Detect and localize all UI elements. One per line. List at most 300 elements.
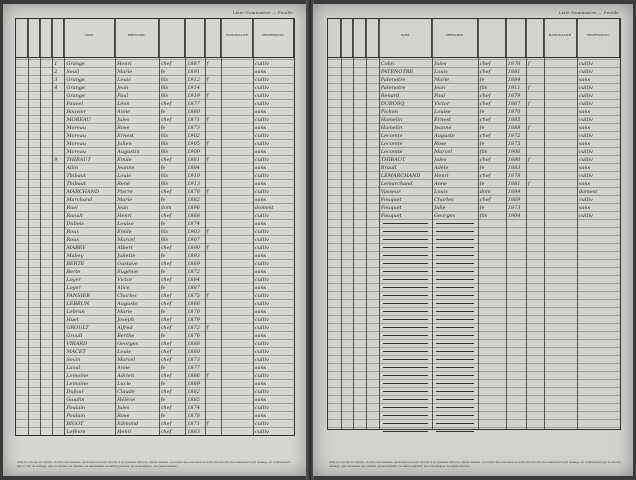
blank-dash [436, 263, 474, 264]
table-cell: chef [160, 101, 172, 107]
table-cell: 1884 [507, 77, 521, 83]
table-cell: 1867 [507, 101, 521, 107]
table-cell: Jules [434, 157, 447, 163]
table-cell: 3 [54, 77, 58, 83]
table-row [16, 323, 294, 331]
table-cell: 1876 [507, 61, 521, 67]
blank-dash [436, 255, 474, 256]
blank-dash [383, 367, 428, 368]
table-cell: Poulain [66, 413, 86, 419]
table-row [328, 195, 620, 203]
table-cell: chef [160, 405, 172, 411]
table-cell: Fouquet [380, 205, 402, 211]
blank-row [328, 291, 620, 299]
table-cell: 1880 [187, 109, 200, 115]
blank-dash [436, 423, 474, 424]
table-cell: fe [479, 181, 485, 187]
table-cell: THIBAUT [66, 157, 91, 163]
blank-dash [436, 327, 474, 328]
table-cell: 1877 [187, 101, 200, 107]
table-cell: cultiv [578, 197, 593, 203]
blank-row [328, 379, 620, 387]
table-cell: 1889 [187, 381, 200, 387]
table-cell: sans [254, 181, 267, 187]
table-row [16, 131, 294, 139]
table-row [16, 163, 294, 171]
table-cell: LEMARCHAND [380, 173, 421, 179]
column-header: NATIONALITÉ [221, 19, 252, 57]
blank-dash [383, 335, 428, 336]
table-cell: cultiv [254, 429, 269, 435]
table-cell: Patenotre [380, 85, 406, 91]
table-cell: 1873 [187, 357, 200, 363]
table-row [16, 363, 294, 371]
blank-dash [436, 391, 474, 392]
table-cell: f [206, 421, 209, 427]
table-cell: 1874 [187, 221, 200, 227]
table-cell: Victor [117, 277, 133, 283]
table-row [16, 67, 294, 75]
table-cell: Groult [66, 333, 83, 339]
table-cell: Louis [117, 173, 131, 179]
blank-row [328, 227, 620, 235]
blank-dash [436, 343, 474, 344]
table-cell: Victor [434, 101, 450, 107]
table-cell: 1904 [507, 213, 521, 219]
table-cell: f [206, 61, 209, 67]
table-cell [223, 428, 251, 436]
table-cell: Jules [434, 61, 447, 67]
table-cell: sans [578, 77, 591, 83]
table-cell [54, 428, 63, 436]
table-cell: chef [479, 197, 491, 203]
table-cell: cultiv [254, 357, 269, 363]
table-cell: Grange [66, 93, 86, 99]
table-row [16, 291, 294, 299]
table-cell: Louis [117, 77, 131, 83]
blank-row [328, 323, 620, 331]
table-cell: fe [160, 165, 166, 171]
blank-dash [436, 407, 474, 408]
table-cell: cultiv [254, 325, 269, 331]
table-cell: MACET [66, 349, 86, 355]
table-cell: f [206, 141, 209, 147]
table-row [16, 387, 294, 395]
table-cell: Moreau [66, 149, 87, 155]
table-row [16, 235, 294, 243]
column-header [159, 19, 186, 57]
blank-dash [383, 303, 428, 304]
table-row [16, 75, 294, 83]
table-cell: Poulain [66, 405, 86, 411]
table-cell: f [528, 181, 530, 187]
table-cell: 1911 [507, 85, 521, 91]
table-cell: Lucie [117, 381, 132, 387]
table-cell: Thibaut [66, 173, 86, 179]
table-cell: 1881 [507, 69, 521, 75]
left-page [3, 4, 307, 476]
blank-dash [383, 431, 428, 432]
table-cell: Anne [434, 181, 448, 187]
blank-row [328, 339, 620, 347]
table-cell: cultiv [254, 293, 269, 299]
table-cell: chef [160, 117, 172, 123]
table-row [328, 115, 620, 123]
table-row [16, 403, 294, 411]
table-cell: Henri [434, 173, 449, 179]
blank-row [328, 259, 620, 267]
table-cell: Dufour [66, 389, 85, 395]
table-cell: 1883 [507, 165, 521, 171]
table-cell: chef [160, 261, 172, 267]
table-cell: Henri [117, 213, 132, 219]
blank-dash [383, 383, 428, 384]
table-cell: Marcel [434, 149, 452, 155]
table-row [16, 171, 294, 179]
table-cell: Juliette [117, 253, 136, 259]
blank-dash [436, 319, 474, 320]
table-cell: sans [254, 197, 267, 203]
table-cell: Louis [434, 69, 448, 75]
table-cell: fils [160, 173, 169, 179]
table-cell: cultiv [578, 149, 593, 155]
table-cell: chef [160, 349, 172, 355]
blank-row [328, 251, 620, 259]
table-cell: chef [479, 157, 491, 163]
table-cell: 1891 [187, 69, 200, 75]
table-cell: Laval [66, 365, 81, 371]
table-cell: fe [479, 77, 485, 83]
table-row [16, 99, 294, 107]
table-cell: PATENOTRE [380, 69, 414, 75]
table-cell: Auguste [434, 133, 455, 139]
table-row [328, 147, 620, 155]
table-cell: cultiv [254, 229, 269, 235]
table-cell: Jules [117, 117, 130, 123]
table-cell: fe [160, 109, 166, 115]
table-cell: chef [160, 341, 172, 347]
table-cell: Fouquet [380, 213, 402, 219]
table-cell: Louis [117, 349, 131, 355]
table-cell: 1905 [187, 141, 200, 147]
table-cell: 1876 [187, 333, 200, 339]
table-cell: Roux [66, 229, 80, 235]
table-cell: PANSIER [66, 293, 91, 299]
table-cell: Brault [380, 165, 397, 171]
table-cell: cultiv [578, 133, 593, 139]
table-cell: cultiv [578, 85, 593, 91]
table-cell: 1871 [187, 117, 200, 123]
table-cell: sans [578, 125, 591, 131]
table-row [328, 179, 620, 187]
table-cell: 1880 [507, 157, 521, 163]
table-cell: chef [160, 373, 172, 379]
blank-row [328, 387, 620, 395]
table-cell [207, 428, 221, 436]
table-cell: cultiv [254, 157, 269, 163]
table-cell: cultiv [578, 173, 593, 179]
blank-dash [436, 231, 474, 232]
table-row [328, 123, 620, 131]
table-row [328, 187, 620, 195]
blank-row [328, 267, 620, 275]
blank-dash [383, 247, 428, 248]
blank-dash [436, 431, 474, 432]
table-cell: 1875 [187, 293, 200, 299]
table-cell: Marcel [117, 357, 135, 363]
table-cell: fe [479, 205, 485, 211]
table-cell: Rose [117, 125, 130, 131]
table-cell: fe [479, 165, 485, 171]
table-cell [18, 428, 27, 436]
table-cell: Lecomte [380, 149, 403, 155]
table-cell: f [206, 373, 209, 379]
table-cell: chef [160, 293, 172, 299]
table-cell: fe [160, 125, 166, 131]
table-row [16, 259, 294, 267]
table-cell: cultiv [254, 341, 269, 347]
table-cell: 1882 [187, 197, 200, 203]
column-header [52, 19, 64, 57]
blank-row [328, 427, 620, 435]
table-row [16, 379, 294, 387]
table-cell: cultiv [254, 61, 269, 67]
table-cell: 1890 [187, 245, 200, 251]
table-cell: fe [479, 141, 485, 147]
table-cell: 1884 [187, 165, 200, 171]
blank-row [328, 347, 620, 355]
blank-row [328, 275, 620, 283]
table-cell: chef [160, 429, 172, 435]
blank-dash [436, 351, 474, 352]
column-header [506, 19, 526, 57]
table-row [16, 331, 294, 339]
table-cell: sans [254, 125, 267, 131]
table-row [328, 99, 620, 107]
table-cell: 1896 [187, 205, 200, 211]
table-cell: fe [160, 413, 166, 419]
table-row [16, 267, 294, 275]
table-cell: 1872 [187, 325, 200, 331]
table-cell: Henri [117, 61, 132, 67]
column-header: PRÉNOMS [432, 19, 478, 57]
table-cell: Joseph [117, 317, 135, 323]
table-cell: Louis [434, 189, 448, 195]
table-cell: f [528, 157, 530, 163]
table-cell: Berte [66, 269, 81, 275]
table-cell: Anne [117, 109, 131, 115]
table-row [328, 211, 620, 219]
table-row [328, 75, 620, 83]
blank-dash [436, 223, 474, 224]
table-cell: Jean [117, 85, 129, 91]
table-cell: Paul [117, 93, 129, 99]
table-row [16, 139, 294, 147]
table-cell: fe [160, 333, 166, 339]
left-footnote: Dans la colonne du numéro d'ordre des maisons, les numéros seront inscrits à la première ligne de chaque maison. Les noms des personnes doivent être inscrits successivement par ménage, en commençant par le chef de ménage, puis sa femme, les enfants, les ascendants, les autres parents, les domestiques, les pensionnaires. [17, 461, 290, 468]
table-cell: Henri [117, 429, 132, 435]
table-cell: Loyer [66, 277, 81, 283]
left-page-header: Liste Nominative — Feuille [232, 10, 293, 15]
table-cell: 1873 [507, 205, 521, 211]
table-cell: 1875 [507, 141, 521, 147]
table-cell: Ernest [434, 117, 451, 123]
blank-dash [436, 295, 474, 296]
blank-row [328, 371, 620, 379]
table-cell: MABEY [66, 245, 86, 251]
table-cell: fils [479, 149, 488, 155]
table-cell: Marcel [117, 237, 135, 243]
table-cell: chef [160, 157, 172, 163]
table-cell: chef [479, 173, 491, 179]
table-cell: sans [254, 69, 267, 75]
table-cell: fe [160, 69, 166, 75]
table-cell: cultiv [254, 101, 269, 107]
table-cell: fe [160, 197, 166, 203]
table-cell: cultiv [254, 77, 269, 83]
table-row [328, 171, 620, 179]
table-cell: cultiv [254, 133, 269, 139]
table-cell: Hamelin [380, 125, 403, 131]
table-cell: Louise [117, 221, 134, 227]
table-cell: MARCHAND [66, 189, 100, 195]
blank-dash [383, 223, 428, 224]
table-cell: chef [479, 61, 491, 67]
table-cell: BERTE [66, 261, 85, 267]
table-cell: Georges [117, 341, 139, 347]
table-cell: fe [160, 381, 166, 387]
table-cell: f [528, 101, 530, 107]
table-cell: Jean [434, 85, 446, 91]
table-cell: 1913 [187, 181, 200, 187]
table-cell: Lemoine [66, 381, 89, 387]
table-cell: sans [578, 165, 591, 171]
table-cell: Moreau [66, 125, 87, 131]
blank-dash [383, 391, 428, 392]
table-cell: cultiv [578, 61, 593, 67]
blank-dash [383, 399, 428, 400]
column-header: NOM [64, 19, 115, 57]
column-header: PRÉNOMS [115, 19, 159, 57]
table-cell: Augustin [117, 149, 140, 155]
table-cell: sans [254, 269, 267, 275]
table-cell: Charles [434, 197, 454, 203]
table-cell: chef [160, 325, 172, 331]
table-cell: Grange [66, 77, 86, 83]
blank-row [328, 419, 620, 427]
table-row [328, 155, 620, 163]
table-cell: sans [254, 165, 267, 171]
table-cell: 1880 [187, 349, 200, 355]
table-cell: cultiv [254, 405, 269, 411]
header-rule [328, 57, 620, 58]
table-row [328, 131, 620, 139]
table-cell: Thibaut [66, 181, 86, 187]
table-cell: Jules [117, 405, 130, 411]
table-cell: sans [254, 381, 267, 387]
table-cell: Roux [66, 237, 80, 243]
table-cell: 1872 [187, 269, 200, 275]
table-row [16, 219, 294, 227]
table-cell: cultiv [578, 101, 593, 107]
table-cell: Lefèvre [66, 429, 86, 435]
blank-dash [383, 295, 428, 296]
table-cell: Patenotre [380, 77, 406, 83]
blank-dash [383, 271, 428, 272]
column-header [185, 19, 204, 57]
table-cell: 1 [54, 61, 58, 67]
table-row [16, 195, 294, 203]
table-row [328, 91, 620, 99]
blank-row [328, 283, 620, 291]
table-cell: 1906 [507, 149, 521, 155]
table-cell: cultiv [254, 93, 269, 99]
table-cell: Ruel [66, 205, 78, 211]
table-row [16, 395, 294, 403]
table-cell: THIBAUT [380, 157, 406, 163]
blank-dash [383, 311, 428, 312]
blank-dash [383, 415, 428, 416]
table-cell: fils [160, 181, 169, 187]
table-row [16, 107, 294, 115]
table-row [16, 251, 294, 259]
blank-dash [436, 375, 474, 376]
table-cell: Georges [434, 213, 456, 219]
header-rule [16, 57, 294, 58]
column-header: NOM [379, 19, 432, 57]
table-cell: cultiv [254, 373, 269, 379]
blank-dash [383, 255, 428, 256]
table-cell: 1871 [187, 421, 200, 427]
table-cell: sans [254, 309, 267, 315]
table-row [16, 275, 294, 283]
table-cell: cultiv [254, 277, 269, 283]
table-row [16, 347, 294, 355]
blank-dash [383, 351, 428, 352]
table-cell: Jeanne [434, 125, 452, 131]
table-cell: René [117, 181, 131, 187]
column-header: PROFESSION [577, 19, 620, 57]
table-row [16, 123, 294, 131]
blank-dash [436, 303, 474, 304]
table-cell: Fauvel [66, 101, 84, 107]
table-cell: fe [160, 397, 166, 403]
table-row [328, 59, 620, 67]
table-cell: sans [578, 181, 591, 187]
table-cell: Rose [434, 141, 447, 147]
table-row [16, 187, 294, 195]
blank-dash [436, 279, 474, 280]
table-cell: fe [160, 253, 166, 259]
column-header: PROFESSION [253, 19, 294, 57]
table-cell: cultiv [254, 301, 269, 307]
table-cell: fils [160, 77, 169, 83]
blank-row [328, 235, 620, 243]
column-header [526, 19, 544, 57]
table-row [328, 203, 620, 211]
table-row [16, 155, 294, 163]
table-row [16, 299, 294, 307]
table-row [16, 115, 294, 123]
column-header [341, 19, 354, 57]
table-cell: fe [160, 365, 166, 371]
table-cell: Marie [434, 77, 450, 83]
table-cell: Fouquet [380, 197, 402, 203]
table-cell: 1870 [507, 109, 521, 115]
column-header: NATIONALITÉ [544, 19, 577, 57]
table-cell: Vasseur [380, 189, 401, 195]
blank-dash [436, 383, 474, 384]
